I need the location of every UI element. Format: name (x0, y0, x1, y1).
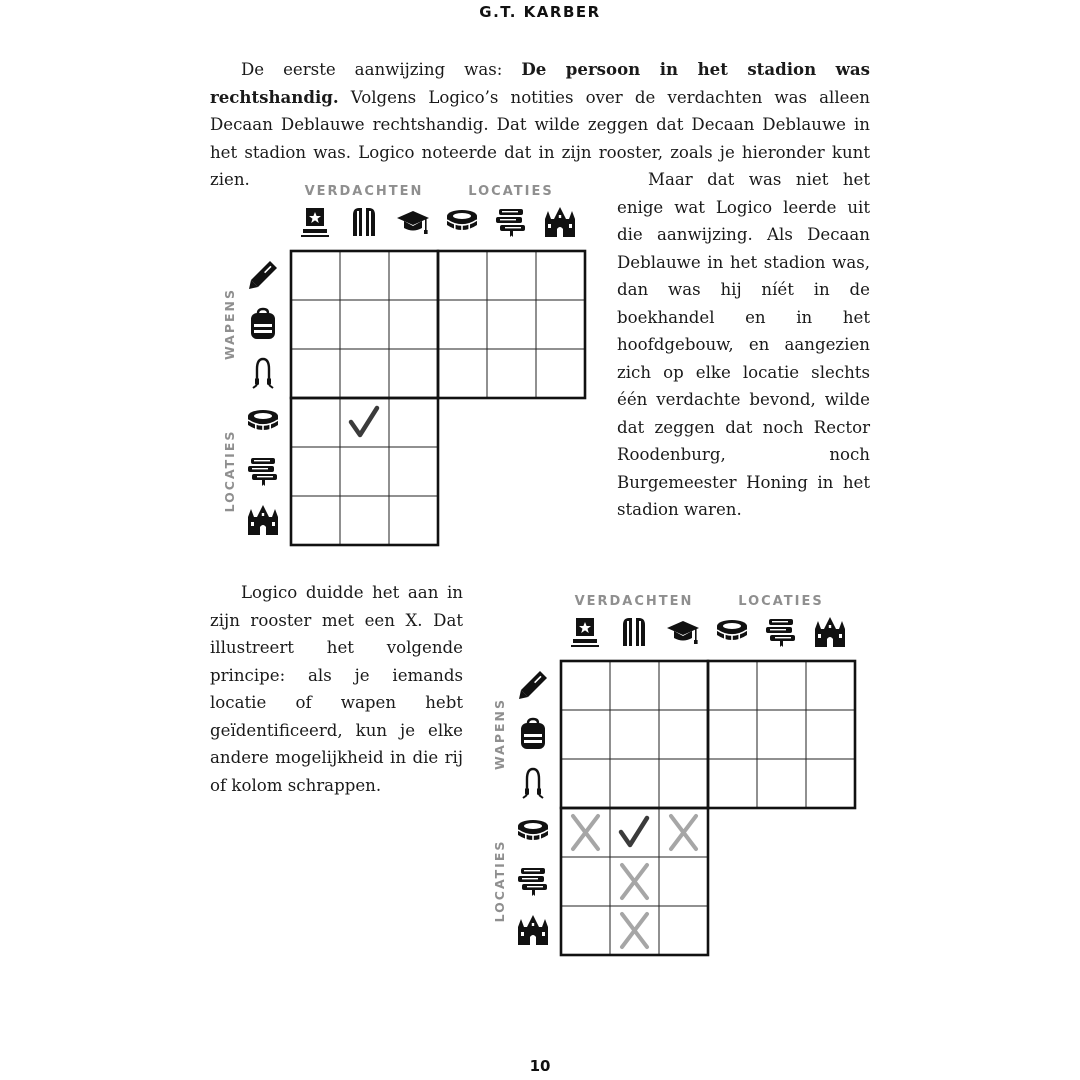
stadium-icon (516, 815, 550, 849)
suspects-label: VERDACHTEN (574, 594, 694, 609)
grid-cell[interactable] (659, 906, 708, 955)
books-icon (494, 205, 528, 239)
grid-lines (559, 659, 857, 957)
locations-row-label: LOCATIES (492, 839, 507, 923)
grid-cell[interactable] (757, 661, 806, 710)
grid-cell[interactable] (806, 661, 855, 710)
grid-cell[interactable] (340, 398, 389, 447)
grid-cell[interactable] (757, 759, 806, 808)
page-number: 10 (529, 1057, 551, 1075)
grid-cell[interactable] (291, 398, 340, 447)
grid-cell[interactable] (659, 857, 708, 906)
grid-cell[interactable] (487, 251, 536, 300)
weapons-label: WAPENS (492, 697, 507, 771)
paragraph-principle: Logico duidde het aan in zijn rooster met een X. Dat illustreert het volgende principe: als je iemands locatie of wapen hebt geïdentificeerd, kun je elke andere mogelijkheid in die rij of kolom schrappen. (210, 583, 463, 795)
books-icon (516, 864, 550, 898)
castle-icon (543, 205, 577, 239)
grid-cell[interactable] (610, 759, 659, 808)
grid-cell[interactable] (340, 496, 389, 545)
grid-cell[interactable] (536, 251, 585, 300)
grid-cell[interactable] (340, 300, 389, 349)
robe-icon (617, 615, 651, 649)
grid-cell[interactable] (659, 710, 708, 759)
backpack-icon (516, 717, 550, 751)
grid-cell[interactable] (659, 759, 708, 808)
castle-icon (813, 615, 847, 649)
grid-cell[interactable] (389, 496, 438, 545)
grid-cell[interactable] (610, 661, 659, 710)
grid-cell[interactable] (536, 349, 585, 398)
grid-cell[interactable] (610, 710, 659, 759)
grid-lines (289, 249, 587, 547)
grid-cell[interactable] (610, 808, 659, 857)
grid-cell[interactable] (708, 710, 757, 759)
grid-cell[interactable] (389, 300, 438, 349)
grid-cell[interactable] (340, 447, 389, 496)
grid-cell[interactable] (806, 710, 855, 759)
graduation-cap-icon (396, 205, 430, 239)
pencil-icon (516, 668, 550, 702)
stadium-icon (445, 205, 479, 239)
grid-cell[interactable] (291, 251, 340, 300)
grid-cell[interactable] (389, 447, 438, 496)
grid-cell[interactable] (806, 759, 855, 808)
backpack-icon (246, 307, 280, 341)
paragraph-deduction: Maar dat was niet het enige wat Logico leerde uit die aanwijzing. Als Decaan Deblauwe in het stadion was, dan was hij níét in de boekhandel en in het hoofdgebouw, en aangezien zich op elke locatie slechts één verdachte bevond, wilde dat zeggen dat noch Rector Roodenburg, noch Burgemeester Honing in het stadion waren. (617, 170, 870, 519)
stadium-icon (715, 615, 749, 649)
running-header: G.T. KARBER (479, 3, 601, 21)
top-hat-icon (298, 205, 332, 239)
grid-cell[interactable] (708, 661, 757, 710)
castle-icon (516, 913, 550, 947)
jump-rope-icon (246, 356, 280, 390)
grid-cell[interactable] (561, 759, 610, 808)
grid-cell[interactable] (389, 349, 438, 398)
grid-cell[interactable] (659, 661, 708, 710)
stadium-icon (246, 405, 280, 439)
robe-icon (347, 205, 381, 239)
grid-cell[interactable] (561, 661, 610, 710)
grid-cell[interactable] (340, 251, 389, 300)
grid-cell[interactable] (438, 251, 487, 300)
grid-cell[interactable] (438, 349, 487, 398)
jump-rope-icon (516, 766, 550, 800)
grid-cell[interactable] (291, 496, 340, 545)
locations-column-label: LOCATIES (738, 594, 824, 609)
grid-cell[interactable] (291, 349, 340, 398)
grid-cell[interactable] (340, 349, 389, 398)
books-icon (246, 454, 280, 488)
locations-column-label: LOCATIES (468, 184, 554, 199)
grid-cell[interactable] (561, 857, 610, 906)
grid-cell[interactable] (291, 447, 340, 496)
grid-cell[interactable] (389, 398, 438, 447)
weapons-label: WAPENS (222, 287, 237, 361)
graduation-cap-icon (666, 615, 700, 649)
locations-row-label: LOCATIES (222, 429, 237, 513)
grid-cell[interactable] (438, 300, 487, 349)
grid-cell[interactable] (757, 710, 806, 759)
grid-cell[interactable] (487, 349, 536, 398)
castle-icon (246, 503, 280, 537)
books-icon (764, 615, 798, 649)
top-hat-icon (568, 615, 602, 649)
paragraph-clue-intro: De eerste aanwijzing was: (241, 60, 522, 79)
grid-cell[interactable] (708, 759, 757, 808)
clue-text: De persoon in het stadion was rechtshandig. (210, 59, 871, 107)
paragraph-clue-rest: Volgens Logico’s notities over de verdachten was alleen Decaan Deblauwe rechtshandig. Dat wilde zeggen dat Decaan Deblauwe in het stadion was. Logico noteerde dat in zijn rooster, zoals je hieronder kunt zien. (210, 87, 870, 189)
grid-cell[interactable] (487, 300, 536, 349)
pencil-icon (246, 258, 280, 292)
grid-cell[interactable] (536, 300, 585, 349)
grid-cell[interactable] (561, 710, 610, 759)
grid-cell[interactable] (291, 300, 340, 349)
grid-cell[interactable] (389, 251, 438, 300)
suspects-label: VERDACHTEN (304, 184, 424, 199)
grid-cell[interactable] (561, 906, 610, 955)
